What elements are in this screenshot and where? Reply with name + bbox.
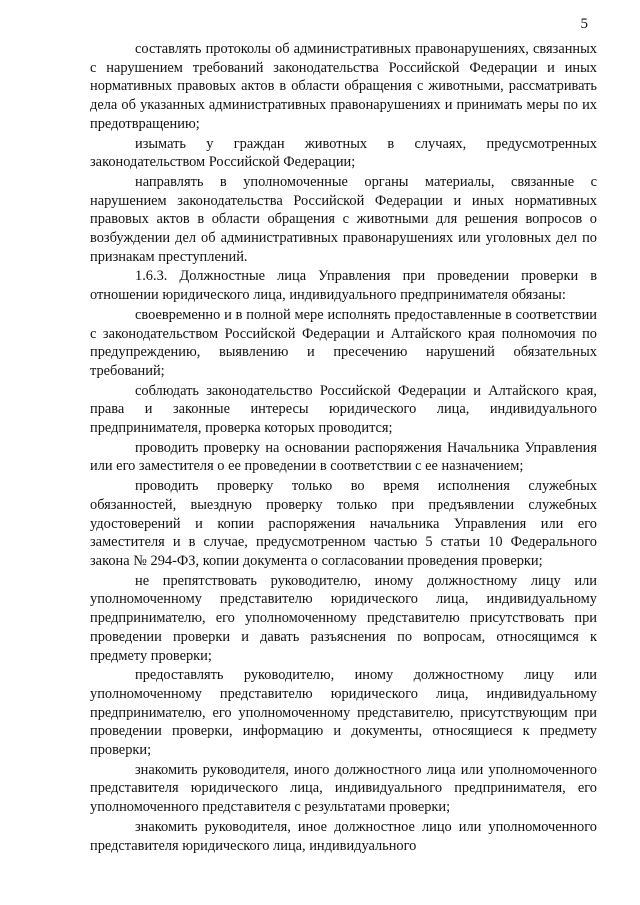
paragraph: своевременно и в полной мере исполнять предоставленные в соответствии с законодательством Российской Федерации и Алтайского края полномочия по предупреждению, выявлению и пресечению нарушений обязательных требований; (90, 306, 597, 379)
paragraph: изымать у граждан животных в случаях, предусмотренных законодательством Российской Федерации; (90, 135, 597, 171)
section-heading-paragraph: 1.6.3. Должностные лица Управления при проведении проверки в отношении юридического лица, индивидуального предпринимателя обязаны: (90, 268, 597, 304)
page-number: 5 (580, 16, 588, 32)
paragraph: составлять протоколы об административных правонарушениях, связанных с нарушением требований законодательства Российской Федерации и иных нормативных правовых актов в области обращения с животными, рассматривать дела об указанных административных правонарушениях и принимать меры по их предотвращению; (90, 41, 597, 132)
document-body (90, 40, 597, 855)
paragraph: предоставлять руководителю, иному должностному лицу или уполномоченному представителю юридического лица, индивидуальному предпринимателю, его уполномоченному представителю, присутствующим при проведении проверки, информацию и документы, относящиеся к предмету проверки; (90, 667, 597, 759)
paragraph: знакомить руководителя, иное должностное лицо или уполномоченного представителя юридического лица, индивидуального (90, 818, 597, 854)
paragraph: проводить проверку на основании распоряжения Начальника Управления или его заместителя о ее проведении в соответствии с ее назначением; (90, 439, 597, 475)
paragraph: не препятствовать руководителю, иному должностному лицу или уполномоченному представителю юридического лица, индивидуальному предпринимателю, его уполномоченному представителю присутствовать при проведении проверки и давать разъяснения по вопросам, относящимся к предмету проверки; (90, 572, 597, 664)
paragraph: знакомить руководителя, иного должностного лица или уполномоченного представителя юридического лица, индивидуального предпринимателя, его уполномоченного представителя с результатами проверки; (90, 761, 597, 816)
paragraph: направлять в уполномоченные органы материалы, связанные с нарушением законодательства Российской Федерации и иных нормативных правовых актов в области обращения с животными для решения вопросов о возбуждении дел об административных правонарушениях или уголовных дел по признакам преступлений. (90, 173, 597, 265)
paragraph: соблюдать законодательство Российской Федерации и Алтайского края, права и законные интересы юридического лица, индивидуального предпринимателя, проверка которых проводится; (90, 382, 597, 437)
paragraph: проводить проверку только во время исполнения служебных обязанностей, выездную проверку только при предъявлении служебных удостоверений и копии распоряжения начальника Управления или его заместителя и в случае, предусмотренном частью 5 статьи 10 Федерального закона № 294-ФЗ, копии документа о согласовании проведения проверки; (90, 478, 597, 569)
